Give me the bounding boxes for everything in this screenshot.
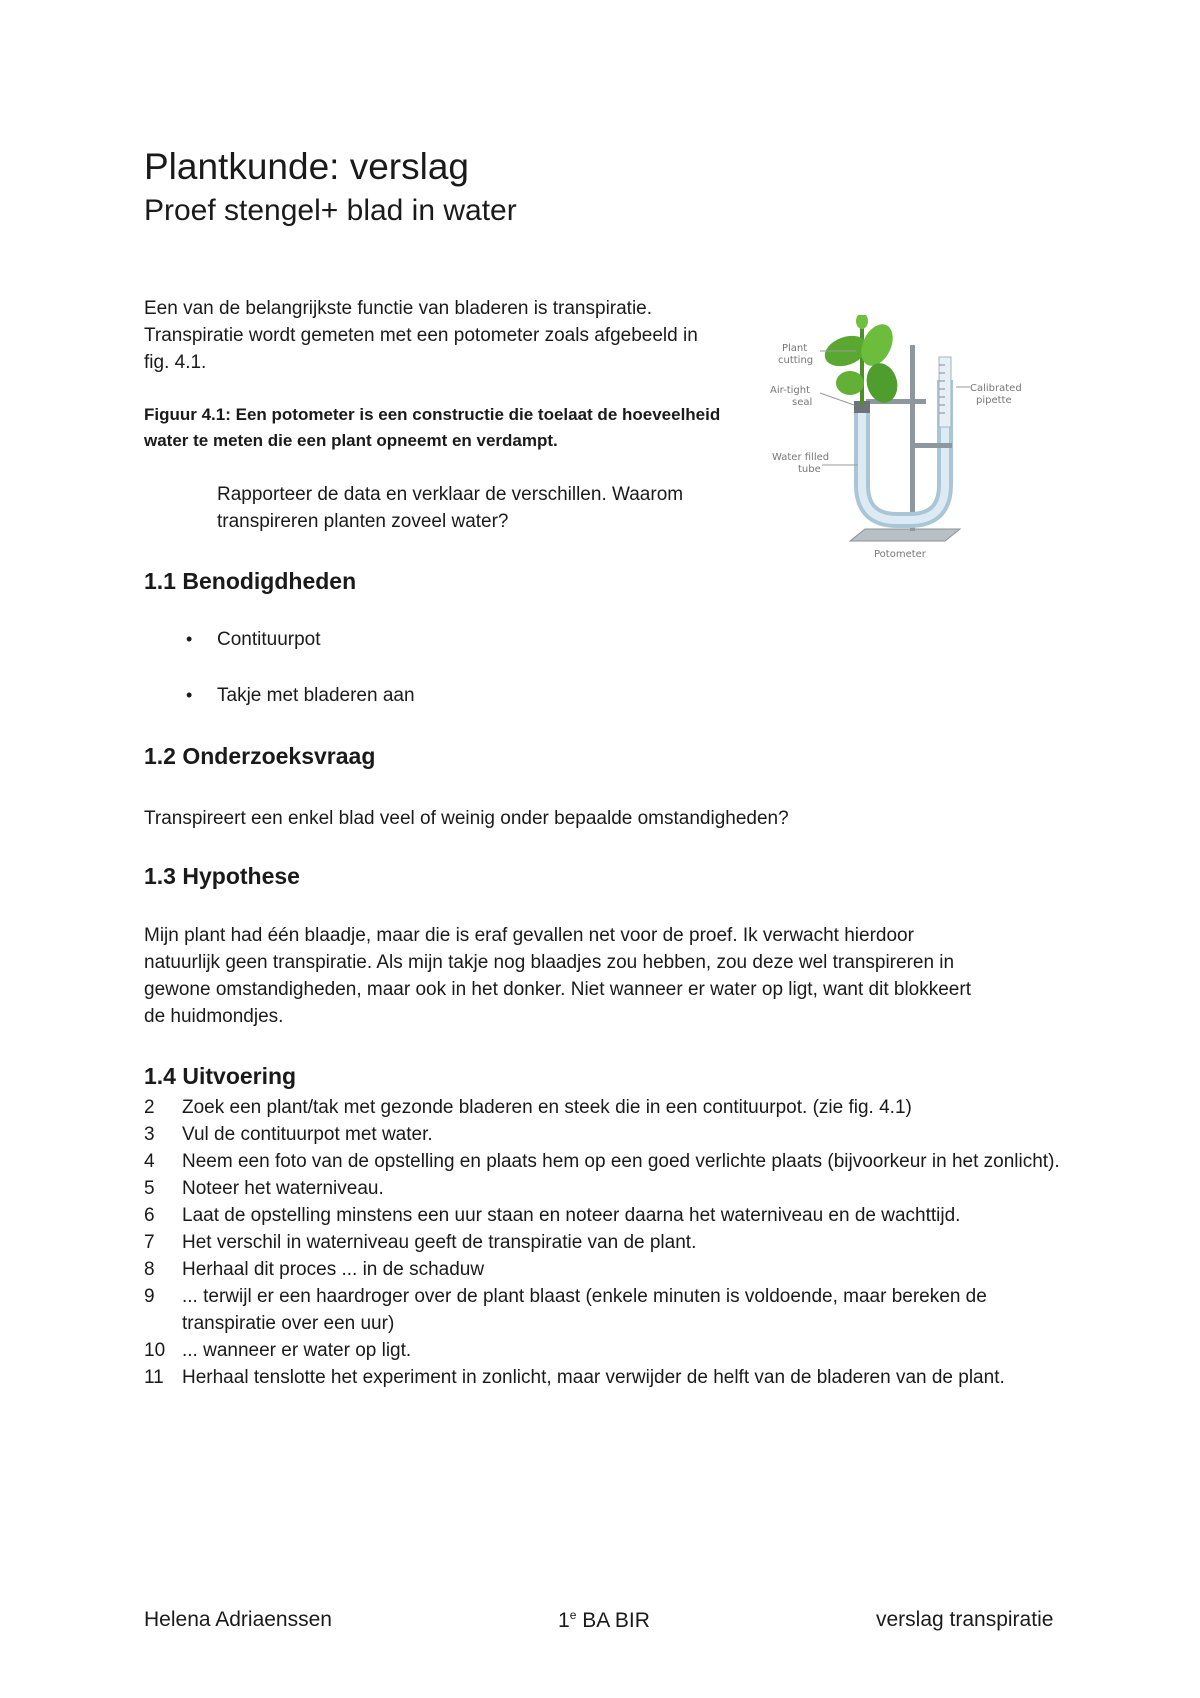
label-water-filled-tube: Water filled bbox=[772, 452, 830, 463]
plant-stem bbox=[860, 323, 864, 405]
step-number: 2 bbox=[144, 1097, 155, 1118]
step-number: 5 bbox=[144, 1178, 155, 1199]
intro-line: Een van de belangrijkste functie van bladeren is transpiratie. bbox=[144, 298, 653, 319]
hypothesis-line: natuurlijk geen transpiratie. Als mijn takje nog blaadjes zou hebben, zou deze wel transpireren in bbox=[144, 952, 955, 973]
caption-line: Figuur 4.1: Een potometer is een constructie die toelaat de hoeveelheid bbox=[144, 405, 721, 424]
leaf bbox=[836, 371, 864, 395]
bullet-icon: • bbox=[186, 685, 193, 705]
step-text: Zoek een plant/tak met gezonde bladeren en steek die in een contituurpot. (zie fig. 4.1) bbox=[182, 1097, 912, 1118]
step-number: 8 bbox=[144, 1259, 155, 1280]
hypothesis-line: Mijn plant had één blaadje, maar die is eraf gevallen net voor de proef. Ik verwacht hierdoor bbox=[144, 925, 914, 946]
intro-line: Transpiratie wordt gemeten met een potometer zoals afgebeeld in bbox=[144, 325, 698, 346]
step-item bbox=[144, 1175, 1074, 1202]
section-heading-hypothese: 1.3 Hypothese bbox=[144, 863, 300, 889]
hypothesis-paragraph bbox=[144, 922, 1064, 1030]
label-plant-cutting: Plant bbox=[782, 343, 808, 354]
leaf bbox=[856, 315, 868, 329]
label-air-tight-seal: Air-tight bbox=[770, 385, 811, 396]
step-item bbox=[144, 1229, 1074, 1256]
step-item bbox=[144, 1148, 1074, 1175]
footer-class-superscript: e bbox=[569, 1608, 577, 1622]
list-item-label: Contituurpot bbox=[217, 629, 321, 650]
step-number: 4 bbox=[144, 1151, 155, 1172]
clamp bbox=[910, 443, 952, 448]
footer-document-name: verslag transpiratie bbox=[876, 1608, 1054, 1631]
step-item bbox=[144, 1337, 1074, 1364]
step-number: 7 bbox=[144, 1232, 155, 1253]
section-heading-uitvoering: 1.4 Uitvoering bbox=[144, 1063, 297, 1089]
footer-author: Helena Adriaenssen bbox=[144, 1608, 332, 1631]
hypothesis-line: gewone omstandigheden, maar ook in het donker. Niet wanneer er water op ligt, want dit blokkeert bbox=[144, 979, 971, 1000]
stand-rod bbox=[910, 345, 915, 531]
step-item bbox=[144, 1256, 1074, 1283]
step-item bbox=[144, 1364, 1074, 1391]
step-text: Laat de opstelling minstens een uur staan en noteer daarna het waterniveau en de wachttijd. bbox=[182, 1205, 961, 1226]
step-item bbox=[144, 1094, 1074, 1121]
label-plant-cutting: cutting bbox=[778, 355, 814, 366]
label-calibrated-pipette: pipette bbox=[976, 395, 1012, 406]
list-item bbox=[144, 626, 415, 682]
document-title: Plantkunde: verslag bbox=[144, 146, 469, 187]
step-number: 6 bbox=[144, 1205, 155, 1226]
caption-line: water te meten die een plant opneemt en verdampt. bbox=[144, 431, 558, 450]
section-heading-onderzoeksvraag: 1.2 Onderzoeksvraag bbox=[144, 743, 376, 769]
calibrated-pipette bbox=[939, 357, 951, 427]
label-potometer: Potometer bbox=[874, 549, 926, 560]
section-heading-benodigdheden: 1.1 Benodigdheden bbox=[144, 568, 357, 594]
step-text: ... wanneer er water op ligt. bbox=[182, 1340, 412, 1361]
question-line: transpireren planten zoveel water? bbox=[217, 511, 509, 532]
hypothesis-line: de huidmondjes. bbox=[144, 1006, 284, 1027]
question-line: Rapporteer de data en verklaar de verschillen. Waarom bbox=[217, 484, 684, 505]
label-calibrated-pipette: Calibrated bbox=[970, 383, 1022, 394]
bullet-icon: • bbox=[186, 629, 193, 649]
step-text: ... terwijl er een haardroger over de plant blaast (enkele minuten is voldoende, maar bereken de transpiratie over een uur) bbox=[182, 1286, 987, 1334]
potometer-figure bbox=[770, 315, 1030, 570]
materials-list bbox=[144, 626, 415, 738]
step-text: Vul de contituurpot met water. bbox=[182, 1124, 433, 1145]
step-number: 3 bbox=[144, 1124, 155, 1145]
research-question: Transpireert een enkel blad veel of weinig onder bepaalde omstandigheden? bbox=[144, 808, 789, 829]
clamp bbox=[866, 399, 926, 404]
label-air-tight-seal: seal bbox=[792, 397, 813, 408]
step-text: Neem een foto van de opstelling en plaats hem op een goed verlichte plaats (bijvoorkeur in het zonlicht). bbox=[182, 1151, 1060, 1172]
document-subtitle: Proef stengel+ blad in water bbox=[144, 194, 517, 227]
step-item bbox=[144, 1283, 1074, 1337]
label-water-filled-tube: tube bbox=[798, 464, 821, 475]
footer-class bbox=[558, 1608, 650, 1633]
step-item bbox=[144, 1121, 1074, 1148]
step-text: Herhaal tenslotte het experiment in zonlicht, maar verwijder de helft van de bladeren van de plant. bbox=[182, 1367, 1005, 1388]
step-text: Herhaal dit proces ... in de schaduw bbox=[182, 1259, 485, 1280]
step-text: Het verschil in waterniveau geeft de transpiratie van de plant. bbox=[182, 1232, 697, 1253]
stand-base bbox=[850, 529, 960, 541]
footer-class-number: 1 bbox=[558, 1609, 570, 1632]
footer-class-label: BA BIR bbox=[576, 1609, 650, 1632]
step-number: 10 bbox=[144, 1340, 166, 1361]
list-item-label: Takje met bladeren aan bbox=[217, 685, 415, 706]
figure-caption bbox=[144, 402, 744, 454]
intro-line: fig. 4.1. bbox=[144, 352, 207, 373]
step-number: 11 bbox=[144, 1367, 164, 1388]
step-text: Noteer het waterniveau. bbox=[182, 1178, 384, 1199]
step-number: 9 bbox=[144, 1286, 155, 1307]
list-item bbox=[144, 682, 415, 738]
assignment-question bbox=[217, 481, 737, 535]
intro-paragraph bbox=[144, 295, 744, 376]
procedure-steps bbox=[144, 1094, 1074, 1391]
step-item bbox=[144, 1202, 1074, 1229]
